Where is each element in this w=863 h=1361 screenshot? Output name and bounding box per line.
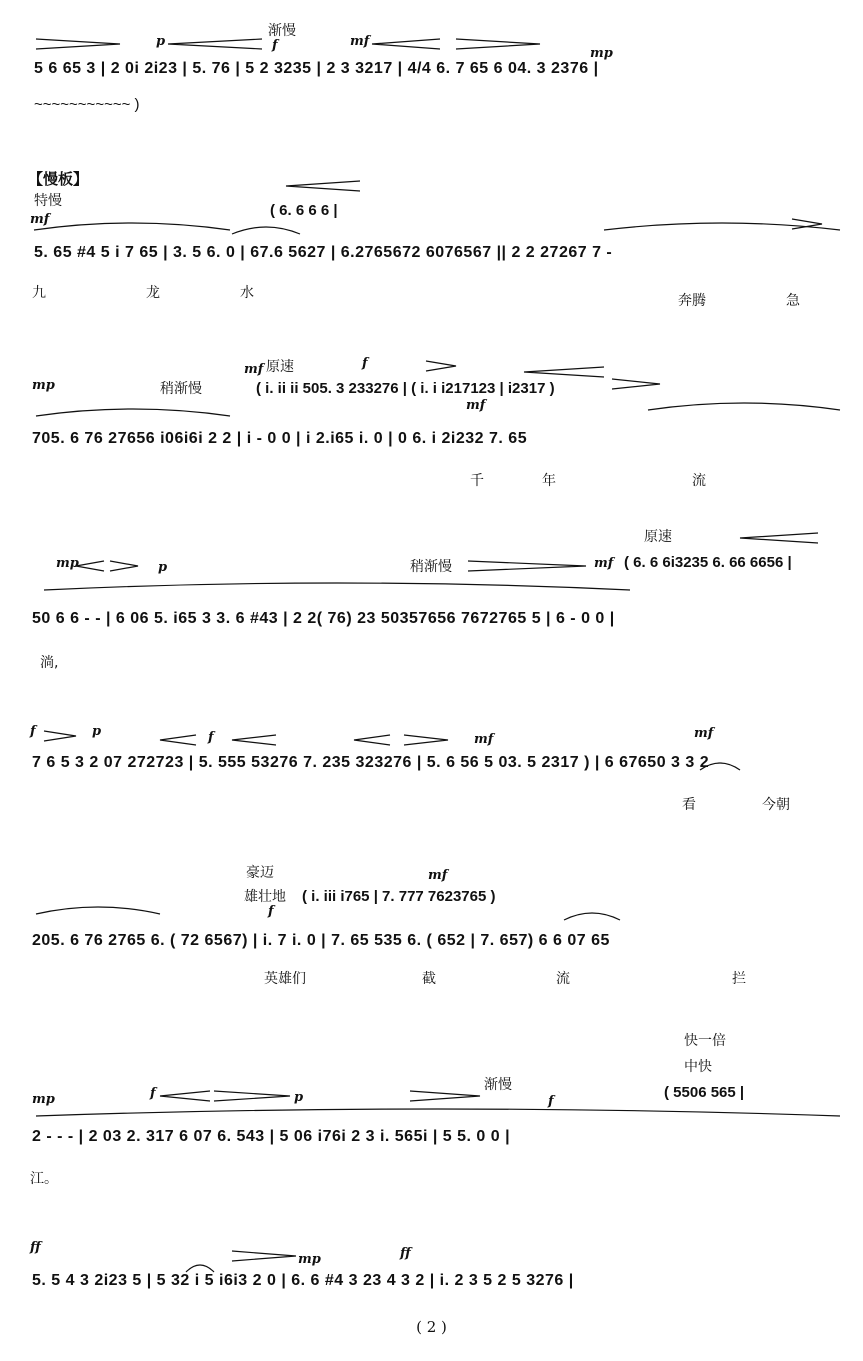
section-title: 【慢板】 — [28, 170, 89, 188]
crescendo-hairpin — [524, 367, 604, 377]
dynamic-mark: mf — [30, 212, 50, 227]
crescendo-hairpin — [354, 735, 390, 745]
dynamic-mark: p — [294, 1090, 304, 1105]
decrescendo-hairpin — [404, 735, 448, 745]
lyric: 急 — [786, 293, 800, 309]
tempo-mark: 雄壮地 — [244, 889, 286, 905]
crescendo-hairpin — [160, 735, 196, 745]
page-number: ( 2 ) — [416, 1318, 447, 1336]
tempo-mark: 特慢 — [34, 193, 62, 209]
dynamic-mark: f — [362, 356, 368, 371]
dynamic-mark: mf — [594, 556, 614, 571]
dynamic-mark: p — [92, 724, 102, 739]
decrescendo-hairpin — [456, 39, 540, 49]
notation-line: 7 6 5 3 2 07 272723 | 5. 555 53276 7. 235 323276 | 5. 6 56 5 03. 5 2317 ) | 6 67650 3 3 2 — [32, 754, 710, 771]
tempo-mark: 中快 — [684, 1059, 712, 1075]
instrumental-line: ( 6. 6 6 6 | — [270, 202, 338, 219]
crescendo-hairpin — [160, 1091, 210, 1101]
dynamic-mark: mf — [474, 732, 494, 747]
decrescendo-hairpin — [410, 1091, 480, 1101]
lyric: 龙 — [146, 285, 160, 301]
crescendo-hairpin — [286, 181, 360, 191]
tempo-mark: 原速 — [266, 359, 294, 375]
dynamic-mark: f — [272, 38, 278, 53]
phrase-slur — [34, 223, 230, 230]
crescendo-hairpin — [76, 561, 104, 571]
tempo-mark: 豪迈 — [246, 865, 274, 881]
lyric: 水 — [240, 285, 254, 301]
decrescendo-hairpin — [468, 561, 586, 571]
notation-line: 2 - - - | 2 03 2. 317 6 07 6. 543 | 5 06 i76i 2 3 i. 565i | 5 5. 0 0 | — [32, 1128, 511, 1145]
notation-line: 705. 6 76 27656 i06i6i 2 2 | i - 0 0 | i 2.i65 i. 0 | 0 6. i 2i232 7. 65 — [32, 430, 528, 447]
phrase-slur — [604, 223, 840, 230]
notation-line: 5. 65 #4 5 i 7 65 | 3. 5 6. 0 | 67.6 5627 | 6.2765672 6076567 || 2 2 27267 7 - — [34, 244, 613, 261]
notation-line: 50 6 6 - - | 6 06 5. i65 3 3. 6 #43 | 2 2( 76) 23 50357656 7672765 5 | 6 - 0 0 | — [32, 610, 615, 627]
tempo-mark: 稍渐慢 — [160, 381, 202, 397]
dynamic-mark: mp — [32, 1092, 55, 1107]
notation-line: 5. 5 4 3 2i23 5 | 5 32 i 5 i6i3 2 0 | 6. 6 #4 3 23 4 3 2 | i. 2 3 5 2 5 3276 | — [32, 1272, 574, 1289]
phrase-slur — [36, 1109, 840, 1116]
dynamic-mark: f — [150, 1086, 156, 1101]
phrase-slur — [648, 403, 840, 410]
decrescendo-hairpin — [612, 379, 660, 389]
dynamic-mark: p — [156, 34, 166, 49]
dynamic-mark: mp — [590, 46, 613, 61]
crescendo-hairpin — [372, 39, 440, 49]
tempo-mark: 快一倍 — [684, 1033, 726, 1049]
lyric: 淌, — [40, 655, 59, 671]
decrescendo-hairpin — [426, 361, 456, 371]
dynamic-mark: f — [548, 1094, 554, 1109]
dynamic-mark: ff — [30, 1240, 41, 1255]
notation-line: 5 6 65 3 | 2 0i 2i23 | 5. 76 | 5 2 3235 | 2 3 3217 | 4/4 6. 7 65 6 04. 3 2376 | — [34, 60, 599, 77]
tempo-mark: 渐慢 — [268, 23, 296, 39]
lyric: 千 — [470, 473, 484, 489]
dynamic-mark: mf — [244, 362, 264, 377]
tempo-mark: 原速 — [644, 529, 672, 545]
dynamic-mark: ff — [400, 1246, 411, 1261]
phrase-slur — [36, 409, 230, 416]
dynamic-mark: f — [208, 730, 214, 745]
decrescendo-hairpin — [44, 731, 76, 741]
dynamic-mark: mp — [56, 556, 79, 571]
trill-line: ~~~~~~~~~~~ ) — [34, 96, 140, 113]
lyric: 流 — [692, 473, 706, 489]
instrumental-line: ( i. ii ii 505. 3 233276 | ( i. i i217123 | i2317 ) — [256, 380, 555, 397]
phrase-slur — [564, 913, 620, 920]
lyric: 九 — [32, 285, 46, 301]
dynamic-mark: mp — [32, 378, 55, 393]
dynamic-mark: mp — [298, 1252, 321, 1267]
dynamic-mark: p — [158, 560, 168, 575]
lyric: 截 — [422, 971, 436, 987]
decrescendo-hairpin — [232, 1251, 296, 1261]
lyric: 看 — [682, 797, 696, 813]
dynamic-mark: mf — [466, 398, 486, 413]
notation-line: 205. 6 76 2765 6. ( 72 6567) | i. 7 i. 0 | 7. 65 535 6. ( 652 | 7. 657) 6 6 07 65 — [32, 932, 610, 949]
lyric: 流 — [556, 971, 570, 987]
phrase-slur — [186, 1265, 214, 1272]
lyric: 今朝 — [762, 797, 790, 813]
lyric: 奔腾 — [678, 293, 706, 309]
phrase-slur — [44, 583, 630, 590]
decrescendo-hairpin — [214, 1091, 290, 1101]
crescendo-hairpin — [168, 39, 262, 49]
tempo-mark: 渐慢 — [484, 1077, 512, 1093]
tempo-mark: 稍渐慢 — [410, 559, 452, 575]
lyric: 拦 — [732, 971, 746, 987]
instrumental-line: ( 5506 565 | — [664, 1084, 745, 1101]
lyric: 年 — [542, 473, 556, 489]
dynamic-mark: mf — [694, 726, 714, 741]
lyric: 江。 — [30, 1171, 58, 1187]
dynamic-mark: mf — [350, 34, 370, 49]
decrescendo-hairpin — [110, 561, 138, 571]
crescendo-hairpin — [232, 735, 276, 745]
dynamic-mark: mf — [428, 868, 448, 883]
instrumental-line: ( i. iii i765 | 7. 777 7623765 ) — [302, 888, 496, 905]
crescendo-hairpin — [740, 533, 818, 543]
phrase-slur — [36, 907, 160, 914]
lyric: 英雄们 — [264, 971, 306, 987]
dynamic-mark: f — [268, 904, 274, 919]
decrescendo-hairpin — [36, 39, 120, 49]
instrumental-line: ( 6. 6 6i3235 6. 66 6656 | — [624, 554, 792, 571]
dynamic-mark: f — [30, 724, 36, 739]
phrase-slur — [232, 227, 300, 234]
